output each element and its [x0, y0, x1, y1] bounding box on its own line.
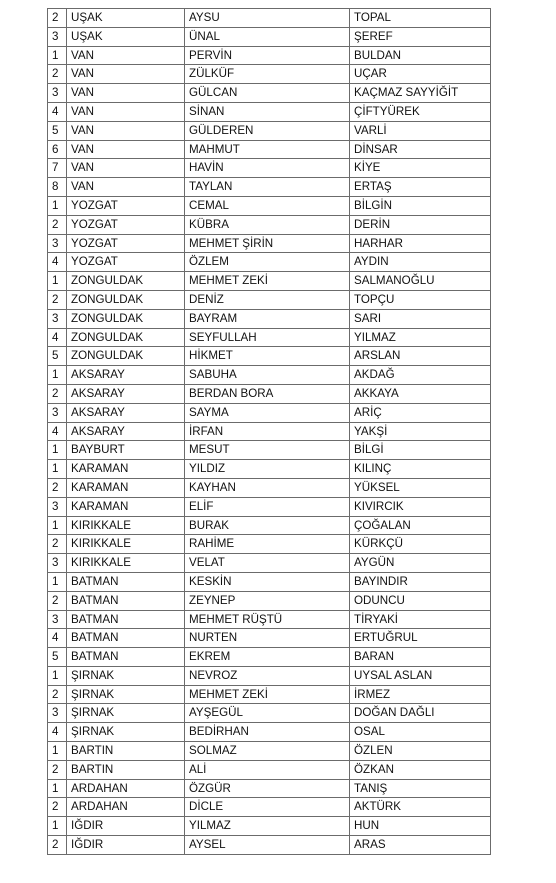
first-name-cell: HİKMET: [185, 347, 350, 366]
province-cell: BATMAN: [67, 610, 185, 629]
last-name-cell: AYGÜN: [350, 554, 491, 573]
last-name-cell: YÜKSEL: [350, 478, 491, 497]
row-number-cell: 2: [48, 798, 67, 817]
first-name-cell: BURAK: [185, 516, 350, 535]
table-row: [48, 272, 491, 291]
province-cell: AKSARAY: [67, 366, 185, 385]
last-name-cell: ARAS: [350, 836, 491, 855]
row-number-cell: 2: [48, 215, 67, 234]
first-name-cell: GÜLCAN: [185, 84, 350, 103]
province-cell: KIRIKKALE: [67, 554, 185, 573]
table-row: [48, 685, 491, 704]
first-name-cell: ALİ: [185, 760, 350, 779]
first-name-cell: EKREM: [185, 648, 350, 667]
row-number-cell: 2: [48, 685, 67, 704]
row-number-cell: 3: [48, 84, 67, 103]
province-cell: ZONGULDAK: [67, 290, 185, 309]
first-name-cell: YILMAZ: [185, 817, 350, 836]
first-name-cell: BERDAN BORA: [185, 384, 350, 403]
province-cell: VAN: [67, 121, 185, 140]
first-name-cell: NURTEN: [185, 629, 350, 648]
row-number-cell: 1: [48, 817, 67, 836]
province-cell: KARAMAN: [67, 478, 185, 497]
table-row: [48, 347, 491, 366]
province-cell: YOZGAT: [67, 234, 185, 253]
row-number-cell: 1: [48, 779, 67, 798]
row-number-cell: 1: [48, 666, 67, 685]
table-row: [48, 817, 491, 836]
table-row: [48, 140, 491, 159]
table-row: [48, 159, 491, 178]
table-row: [48, 328, 491, 347]
province-cell: YOZGAT: [67, 196, 185, 215]
table-row: [48, 497, 491, 516]
first-name-cell: AYSEL: [185, 836, 350, 855]
first-name-cell: KESKİN: [185, 572, 350, 591]
row-number-cell: 4: [48, 629, 67, 648]
row-number-cell: 5: [48, 347, 67, 366]
row-number-cell: 3: [48, 610, 67, 629]
province-cell: UŞAK: [67, 9, 185, 28]
province-cell: ŞIRNAK: [67, 666, 185, 685]
last-name-cell: DİNSAR: [350, 140, 491, 159]
row-number-cell: 2: [48, 290, 67, 309]
first-name-cell: ZÜLKÜF: [185, 65, 350, 84]
table-row: [48, 309, 491, 328]
first-name-cell: CEMAL: [185, 196, 350, 215]
row-number-cell: 3: [48, 497, 67, 516]
last-name-cell: TİRYAKİ: [350, 610, 491, 629]
table-row: [48, 648, 491, 667]
last-name-cell: ÖZKAN: [350, 760, 491, 779]
last-name-cell: YAKŞİ: [350, 422, 491, 441]
row-number-cell: 4: [48, 723, 67, 742]
table-row: [48, 384, 491, 403]
row-number-cell: 5: [48, 648, 67, 667]
last-name-cell: KIVIRCIK: [350, 497, 491, 516]
table-row: [48, 535, 491, 554]
table-row: [48, 779, 491, 798]
first-name-cell: ZEYNEP: [185, 591, 350, 610]
first-name-cell: BAYRAM: [185, 309, 350, 328]
province-cell: VAN: [67, 102, 185, 121]
first-name-cell: ELİF: [185, 497, 350, 516]
last-name-cell: OSAL: [350, 723, 491, 742]
last-name-cell: AKKAYA: [350, 384, 491, 403]
table-row: [48, 441, 491, 460]
first-name-cell: AYŞEGÜL: [185, 704, 350, 723]
first-name-cell: MEHMET ZEKİ: [185, 685, 350, 704]
row-number-cell: 2: [48, 535, 67, 554]
table-row: [48, 234, 491, 253]
table-row: [48, 121, 491, 140]
province-cell: ŞIRNAK: [67, 723, 185, 742]
last-name-cell: BAYINDIR: [350, 572, 491, 591]
table-row: [48, 478, 491, 497]
province-cell: VAN: [67, 178, 185, 197]
first-name-cell: RAHİME: [185, 535, 350, 554]
row-number-cell: 1: [48, 572, 67, 591]
row-number-cell: 1: [48, 272, 67, 291]
row-number-cell: 1: [48, 46, 67, 65]
province-cell: YOZGAT: [67, 253, 185, 272]
first-name-cell: SİNAN: [185, 102, 350, 121]
last-name-cell: SARI: [350, 309, 491, 328]
last-name-cell: DOĞAN DAĞLI: [350, 704, 491, 723]
first-name-cell: ÜNAL: [185, 27, 350, 46]
last-name-cell: ARİÇ: [350, 403, 491, 422]
last-name-cell: TOPÇU: [350, 290, 491, 309]
table-row: [48, 84, 491, 103]
first-name-cell: DİCLE: [185, 798, 350, 817]
province-cell: VAN: [67, 84, 185, 103]
last-name-cell: KÜRKÇÜ: [350, 535, 491, 554]
row-number-cell: 3: [48, 234, 67, 253]
province-cell: ARDAHAN: [67, 779, 185, 798]
first-name-cell: NEVROZ: [185, 666, 350, 685]
first-name-cell: KÜBRA: [185, 215, 350, 234]
province-cell: YOZGAT: [67, 215, 185, 234]
last-name-cell: UYSAL ASLAN: [350, 666, 491, 685]
row-number-cell: 1: [48, 460, 67, 479]
row-number-cell: 6: [48, 140, 67, 159]
table-row: [48, 9, 491, 28]
province-cell: BATMAN: [67, 629, 185, 648]
last-name-cell: TANIŞ: [350, 779, 491, 798]
table-row: [48, 65, 491, 84]
last-name-cell: ODUNCU: [350, 591, 491, 610]
last-name-cell: BİLGİ: [350, 441, 491, 460]
province-cell: AKSARAY: [67, 422, 185, 441]
province-cell: BARTIN: [67, 760, 185, 779]
first-name-cell: SABUHA: [185, 366, 350, 385]
last-name-cell: AKTÜRK: [350, 798, 491, 817]
last-name-cell: ERTUĞRUL: [350, 629, 491, 648]
candidate-table: [47, 8, 491, 855]
table-row: [48, 836, 491, 855]
row-number-cell: 2: [48, 591, 67, 610]
row-number-cell: 2: [48, 9, 67, 28]
last-name-cell: KİYE: [350, 159, 491, 178]
province-cell: KIRIKKALE: [67, 516, 185, 535]
last-name-cell: UÇAR: [350, 65, 491, 84]
first-name-cell: TAYLAN: [185, 178, 350, 197]
last-name-cell: BULDAN: [350, 46, 491, 65]
first-name-cell: SEYFULLAH: [185, 328, 350, 347]
province-cell: ZONGULDAK: [67, 309, 185, 328]
province-cell: ARDAHAN: [67, 798, 185, 817]
first-name-cell: MEHMET ŞİRİN: [185, 234, 350, 253]
table-row: [48, 403, 491, 422]
province-cell: AKSARAY: [67, 384, 185, 403]
province-cell: KIRIKKALE: [67, 535, 185, 554]
last-name-cell: KILINÇ: [350, 460, 491, 479]
table-row: [48, 253, 491, 272]
province-cell: VAN: [67, 46, 185, 65]
last-name-cell: AYDIN: [350, 253, 491, 272]
last-name-cell: ÖZLEN: [350, 742, 491, 761]
first-name-cell: MAHMUT: [185, 140, 350, 159]
table-row: [48, 554, 491, 573]
row-number-cell: 1: [48, 366, 67, 385]
province-cell: ZONGULDAK: [67, 347, 185, 366]
row-number-cell: 3: [48, 704, 67, 723]
row-number-cell: 4: [48, 422, 67, 441]
table-row: [48, 610, 491, 629]
table-row: [48, 178, 491, 197]
row-number-cell: 3: [48, 403, 67, 422]
last-name-cell: YILMAZ: [350, 328, 491, 347]
last-name-cell: AKDAĞ: [350, 366, 491, 385]
row-number-cell: 2: [48, 478, 67, 497]
last-name-cell: İRMEZ: [350, 685, 491, 704]
province-cell: BAYBURT: [67, 441, 185, 460]
table-row: [48, 723, 491, 742]
province-cell: ŞIRNAK: [67, 704, 185, 723]
table-row: [48, 196, 491, 215]
row-number-cell: 2: [48, 384, 67, 403]
row-number-cell: 2: [48, 65, 67, 84]
row-number-cell: 4: [48, 102, 67, 121]
table-row: [48, 102, 491, 121]
first-name-cell: SAYMA: [185, 403, 350, 422]
province-cell: UŞAK: [67, 27, 185, 46]
table-row: [48, 290, 491, 309]
last-name-cell: ŞEREF: [350, 27, 491, 46]
last-name-cell: BİLGİN: [350, 196, 491, 215]
table-row: [48, 572, 491, 591]
first-name-cell: KAYHAN: [185, 478, 350, 497]
first-name-cell: HAVİN: [185, 159, 350, 178]
last-name-cell: DERİN: [350, 215, 491, 234]
table-row: [48, 629, 491, 648]
first-name-cell: PERVİN: [185, 46, 350, 65]
province-cell: KARAMAN: [67, 497, 185, 516]
last-name-cell: VARLİ: [350, 121, 491, 140]
table-row: [48, 704, 491, 723]
first-name-cell: İRFAN: [185, 422, 350, 441]
province-cell: ZONGULDAK: [67, 272, 185, 291]
province-cell: IĞDIR: [67, 817, 185, 836]
last-name-cell: ERTAŞ: [350, 178, 491, 197]
row-number-cell: 3: [48, 554, 67, 573]
table-row: [48, 27, 491, 46]
province-cell: ŞIRNAK: [67, 685, 185, 704]
province-cell: VAN: [67, 140, 185, 159]
first-name-cell: MESUT: [185, 441, 350, 460]
first-name-cell: AYSU: [185, 9, 350, 28]
table-row: [48, 215, 491, 234]
first-name-cell: DENİZ: [185, 290, 350, 309]
table-row: [48, 666, 491, 685]
table-row: [48, 366, 491, 385]
row-number-cell: 3: [48, 309, 67, 328]
last-name-cell: HUN: [350, 817, 491, 836]
province-cell: BATMAN: [67, 572, 185, 591]
row-number-cell: 1: [48, 742, 67, 761]
row-number-cell: 2: [48, 760, 67, 779]
first-name-cell: GÜLDEREN: [185, 121, 350, 140]
province-cell: BARTIN: [67, 742, 185, 761]
table-row: [48, 460, 491, 479]
row-number-cell: 3: [48, 27, 67, 46]
row-number-cell: 2: [48, 836, 67, 855]
last-name-cell: ÇİFTYÜREK: [350, 102, 491, 121]
province-cell: VAN: [67, 159, 185, 178]
row-number-cell: 4: [48, 253, 67, 272]
row-number-cell: 1: [48, 516, 67, 535]
last-name-cell: BARAN: [350, 648, 491, 667]
row-number-cell: 4: [48, 328, 67, 347]
table-row: [48, 798, 491, 817]
table-row: [48, 46, 491, 65]
table-row: [48, 422, 491, 441]
row-number-cell: 7: [48, 159, 67, 178]
table-row: [48, 760, 491, 779]
province-cell: BATMAN: [67, 591, 185, 610]
first-name-cell: MEHMET ZEKİ: [185, 272, 350, 291]
province-cell: BATMAN: [67, 648, 185, 667]
last-name-cell: ÇOĞALAN: [350, 516, 491, 535]
province-cell: IĞDIR: [67, 836, 185, 855]
first-name-cell: ÖZLEM: [185, 253, 350, 272]
last-name-cell: TOPAL: [350, 9, 491, 28]
row-number-cell: 1: [48, 441, 67, 460]
first-name-cell: MEHMET RÜŞTÜ: [185, 610, 350, 629]
table-row: [48, 591, 491, 610]
last-name-cell: ARSLAN: [350, 347, 491, 366]
province-cell: VAN: [67, 65, 185, 84]
last-name-cell: KAÇMAZ SAYYİĞİT: [350, 84, 491, 103]
first-name-cell: VELAT: [185, 554, 350, 573]
first-name-cell: SOLMAZ: [185, 742, 350, 761]
table-row: [48, 742, 491, 761]
province-cell: AKSARAY: [67, 403, 185, 422]
row-number-cell: 5: [48, 121, 67, 140]
table-row: [48, 516, 491, 535]
first-name-cell: ÖZGÜR: [185, 779, 350, 798]
row-number-cell: 1: [48, 196, 67, 215]
first-name-cell: BEDİRHAN: [185, 723, 350, 742]
row-number-cell: 8: [48, 178, 67, 197]
first-name-cell: YILDIZ: [185, 460, 350, 479]
last-name-cell: HARHAR: [350, 234, 491, 253]
candidate-table-body: [48, 9, 491, 855]
province-cell: ZONGULDAK: [67, 328, 185, 347]
province-cell: KARAMAN: [67, 460, 185, 479]
last-name-cell: SALMANOĞLU: [350, 272, 491, 291]
